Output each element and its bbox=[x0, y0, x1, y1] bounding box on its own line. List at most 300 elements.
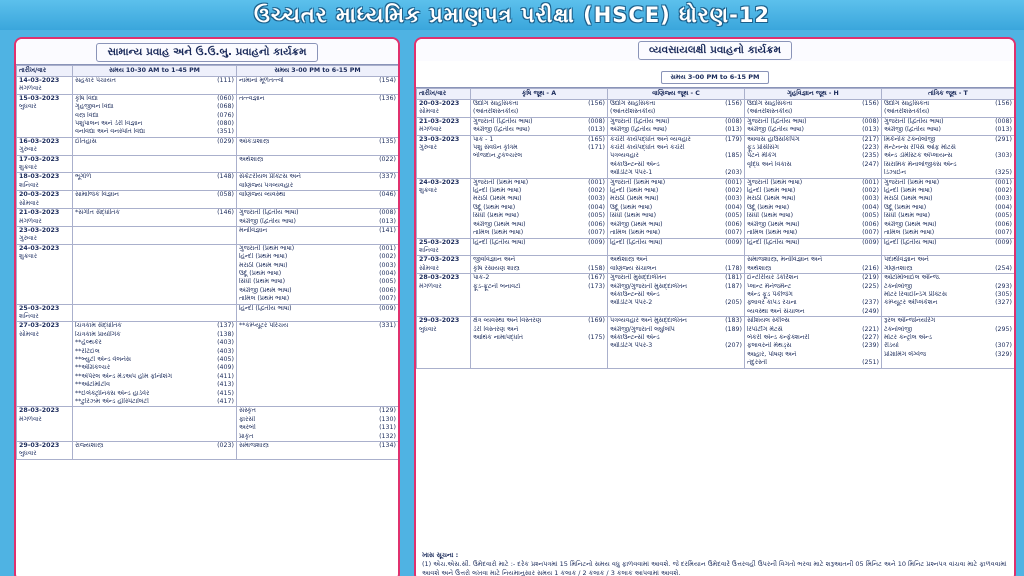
subject-code: (219) bbox=[862, 274, 879, 282]
subject-line bbox=[239, 253, 396, 261]
group-cell bbox=[745, 317, 882, 368]
subject-name: ઉર્દૂ (પ્રથમ ભાષા) bbox=[747, 203, 790, 211]
subject-name: **ટુરિઝમ એન્ડ હોસ્પિટાલિટી bbox=[75, 398, 149, 406]
exam-day: શનિવાર bbox=[419, 246, 439, 254]
subject-line bbox=[473, 256, 605, 264]
subject-code: (239) bbox=[862, 342, 879, 350]
subject-name: ઉદ્યોગ સાહસિકતા bbox=[610, 100, 656, 107]
subject-name: ગુજરાતી (પ્રથમ ભાષા) bbox=[747, 178, 803, 186]
subject-line bbox=[473, 229, 605, 237]
subject-name: સહકાર પંચાયત bbox=[75, 77, 116, 84]
subject-code: (009) bbox=[725, 238, 742, 246]
subject-line bbox=[884, 265, 1012, 273]
subject-code: (329) bbox=[995, 350, 1012, 358]
subject-code: (148) bbox=[217, 173, 234, 181]
subject-name: અંગ્રેજી/ગુજરાતી લઘુલિપિ bbox=[610, 325, 675, 333]
exam-date: 27-03-2023 bbox=[19, 322, 60, 330]
subject-line bbox=[610, 274, 742, 282]
subject-code: (068) bbox=[217, 103, 234, 111]
subject-code: (013) bbox=[588, 126, 605, 134]
table-header-row bbox=[417, 89, 1015, 100]
subject-code: (132) bbox=[379, 432, 396, 440]
exam-date: 14-03-2023 bbox=[19, 77, 60, 84]
table-row bbox=[417, 317, 1015, 368]
subject-code: (405) bbox=[217, 356, 234, 363]
subject-name: ઓડિટિંગ પેપર-2 bbox=[610, 299, 653, 307]
subject-name: ઓડિટિંગ પેપર-1 bbox=[610, 169, 653, 177]
subject-code: (111) bbox=[217, 77, 234, 84]
subject-code bbox=[1010, 161, 1012, 169]
table-row bbox=[417, 100, 1015, 118]
subject-code: (004) bbox=[862, 203, 879, 211]
date-cell bbox=[417, 274, 471, 317]
subject-name: હિન્દી (પ્રથમ ભાષા) bbox=[610, 187, 659, 195]
morning-cell bbox=[73, 173, 237, 191]
subject-line bbox=[610, 229, 742, 237]
subject-name: **ઓટોમોટીવ bbox=[75, 381, 110, 389]
subject-line bbox=[747, 108, 879, 116]
subject-code: (046) bbox=[379, 191, 396, 199]
subject-line bbox=[473, 108, 605, 116]
subject-code: (013) bbox=[725, 126, 742, 134]
exam-day: મંગળવાર bbox=[19, 85, 42, 93]
subject-code: (137) bbox=[217, 322, 234, 330]
subject-name: વૃદ્ધિ અને વિકાસ bbox=[747, 160, 792, 168]
session-time: સમય 3-00 PM to 6-15 PM bbox=[661, 71, 768, 84]
subject-code: (135) bbox=[379, 137, 396, 145]
group-cell bbox=[882, 238, 1015, 256]
subject-line bbox=[473, 152, 605, 160]
subject-line bbox=[75, 77, 234, 85]
subject-line bbox=[75, 398, 234, 406]
subject-code: (003) bbox=[995, 195, 1012, 203]
subject-code: (005) bbox=[725, 212, 742, 220]
date-cell bbox=[17, 137, 73, 155]
subject-name: બીજદાન ટુકલ્ચરલ bbox=[473, 152, 523, 160]
subject-code bbox=[1010, 256, 1012, 264]
subject-name: અંગ્રેજી (પ્રથમ ભાષા) bbox=[239, 286, 292, 294]
subject-name: સામાજિક વિજ્ઞાન bbox=[75, 191, 119, 199]
group-cell bbox=[882, 100, 1015, 118]
date-cell bbox=[17, 173, 73, 191]
date-cell bbox=[417, 117, 471, 135]
subject-code bbox=[603, 108, 605, 116]
subject-line bbox=[747, 308, 879, 316]
subject-line bbox=[884, 351, 1012, 359]
group-cell bbox=[608, 117, 745, 135]
subject-code: (002) bbox=[588, 187, 605, 195]
subject-name: મરાઠી (પ્રથમ ભાષા) bbox=[473, 195, 522, 203]
subject-code: (185) bbox=[725, 152, 742, 160]
morning-cell bbox=[73, 442, 237, 460]
subject-code: (013) bbox=[862, 126, 879, 134]
subject-name: આર્થિક નામાપદ્ધતિ bbox=[473, 333, 523, 341]
subject-code bbox=[877, 291, 879, 299]
morning-cell bbox=[73, 304, 237, 322]
subject-code: (251) bbox=[862, 359, 879, 367]
subject-name: કૃષિ રસાયણ શાસ્ત્ર bbox=[473, 264, 520, 272]
table-row bbox=[417, 274, 1015, 317]
subject-name: ગુજરાતી (દ્વિતીય ભાષા) bbox=[473, 117, 533, 125]
subject-name: સેક્રેટરીયલ પ્રેક્ટિસ અને bbox=[239, 173, 301, 181]
subject-name: પશુપાલન અને ડેરી વિજ્ઞાન bbox=[75, 120, 143, 128]
subject-code: (008) bbox=[379, 209, 396, 217]
subject-name: ક્ષેત્ર વ્યવસ્થા અને વિસ્તરણ bbox=[473, 317, 542, 325]
subject-code: (187) bbox=[725, 282, 742, 290]
subject-line bbox=[473, 179, 605, 187]
subject-line bbox=[747, 229, 879, 237]
exam-date: 20-03-2023 bbox=[419, 100, 460, 107]
subject-name: પાક-2 bbox=[473, 274, 490, 282]
subject-code: (008) bbox=[725, 117, 742, 125]
subject-name: ગુજરાતી (દ્વિતીય ભાષા) bbox=[610, 117, 670, 125]
afternoon-cell bbox=[237, 407, 399, 442]
group-cell bbox=[882, 317, 1015, 368]
subject-code: (003) bbox=[379, 261, 396, 269]
subject-name: ટેક્નોલોજી bbox=[884, 282, 912, 290]
col-header-date: તારીખ/વાર bbox=[17, 66, 73, 77]
subject-code: (175) bbox=[588, 333, 605, 341]
subject-line bbox=[75, 348, 234, 356]
subject-line bbox=[884, 169, 1012, 177]
subject-name: અંગ્રેજી (પ્રથમ ભાષા) bbox=[747, 220, 800, 228]
subject-name: ઉદ્યોગ સાહસિકતા bbox=[473, 100, 519, 107]
subject-code bbox=[603, 326, 605, 334]
exam-day: મંગળવાર bbox=[419, 282, 442, 290]
afternoon-cell bbox=[237, 77, 399, 95]
subject-code: (136) bbox=[379, 94, 396, 102]
subject-code bbox=[603, 256, 605, 264]
subject-name: ઓડિટિંગ પેપર-3 bbox=[610, 342, 653, 350]
subject-code: (006) bbox=[588, 220, 605, 228]
subject-name: ઈતિહાસ bbox=[75, 137, 97, 145]
exam-day: સોમવાર bbox=[19, 199, 39, 207]
subject-name: નામાનાં મૂળતત્ત્વો bbox=[239, 77, 284, 84]
subject-name: હિન્દી (પ્રથમ ભાષા) bbox=[239, 253, 288, 261]
morning-cell bbox=[73, 322, 237, 407]
date-cell bbox=[417, 317, 471, 368]
subject-name: અંગ્રેજી (દ્વિતીય ભાષા) bbox=[610, 126, 667, 134]
subject-line bbox=[75, 103, 234, 111]
subject-code: (227) bbox=[862, 333, 879, 341]
subject-code bbox=[740, 161, 742, 169]
subject-line bbox=[239, 156, 396, 164]
subject-code: (003) bbox=[725, 195, 742, 203]
subject-line bbox=[473, 204, 605, 212]
subject-name: સિંધી (પ્રથમ ભાષા) bbox=[239, 278, 286, 286]
morning-cell bbox=[73, 191, 237, 209]
subject-line bbox=[75, 95, 234, 103]
afternoon-cell bbox=[237, 322, 399, 407]
morning-cell bbox=[73, 244, 237, 304]
subject-code bbox=[1010, 274, 1012, 282]
special-instructions bbox=[416, 549, 1014, 576]
subject-name: વનવિદ્યા અને વનસ્પતિ વિદ્યા bbox=[75, 128, 146, 136]
subject-code: (004) bbox=[588, 203, 605, 211]
subject-name: પદાર્થવિજ્ઞાન અને bbox=[884, 256, 929, 264]
exam-day: ગુરુવાર bbox=[419, 144, 437, 152]
table-row bbox=[17, 407, 399, 442]
subject-code: (002) bbox=[862, 187, 879, 195]
subject-code: (060) bbox=[217, 94, 234, 102]
subject-name: પાક - 1 bbox=[473, 135, 494, 143]
subject-name: ફૂડ પ્રોસેસિંગ bbox=[747, 144, 779, 152]
subject-line bbox=[239, 287, 396, 295]
subject-code: (008) bbox=[862, 117, 879, 125]
subject-line bbox=[239, 305, 396, 313]
exam-date: 29-03-2023 bbox=[419, 317, 460, 325]
subject-line bbox=[747, 152, 879, 160]
date-cell bbox=[17, 442, 73, 460]
subject-code bbox=[740, 334, 742, 342]
subject-code: (351) bbox=[217, 128, 234, 136]
subject-line bbox=[473, 187, 605, 195]
subject-line bbox=[239, 433, 396, 441]
subject-line bbox=[747, 161, 879, 169]
subject-code: (154) bbox=[379, 77, 396, 84]
subject-code: (013) bbox=[995, 126, 1012, 134]
subject-line bbox=[747, 359, 879, 367]
subject-line bbox=[473, 274, 605, 282]
subject-code: (006) bbox=[862, 220, 879, 228]
subject-name: અંગ્રેજી (દ્વિતીય ભાષા) bbox=[239, 217, 296, 225]
subject-code: (221) bbox=[862, 325, 879, 333]
subject-name: તામિલ (પ્રથમ ભાષા) bbox=[747, 229, 798, 237]
morning-cell bbox=[73, 155, 237, 173]
group-cell bbox=[745, 100, 882, 118]
subject-line bbox=[884, 334, 1012, 342]
subject-line bbox=[747, 283, 879, 291]
session-bar bbox=[416, 61, 1014, 88]
subject-code: (006) bbox=[725, 220, 742, 228]
page-banner bbox=[0, 0, 1024, 30]
table-row bbox=[417, 178, 1015, 238]
subject-line bbox=[747, 144, 879, 152]
subject-code: (167) bbox=[588, 274, 605, 282]
subject-name: **એગ્રિકલ્ચર bbox=[75, 364, 110, 372]
subject-name: ગુજરાતી (પ્રથમ ભાષા) bbox=[884, 178, 940, 186]
exam-date: 15-03-2023 bbox=[19, 94, 60, 102]
subject-line bbox=[239, 95, 396, 103]
subject-name: એન્ડ ડોમેસ્ટિક એપ્લાયન્સ bbox=[884, 152, 953, 160]
exam-day: શુક્રવાર bbox=[19, 253, 38, 261]
subject-code: (337) bbox=[379, 173, 396, 181]
exam-date: 25-03-2023 bbox=[19, 304, 60, 312]
exam-day: સોમવાર bbox=[419, 108, 439, 116]
subject-code: (002) bbox=[995, 187, 1012, 195]
subject-code: (013) bbox=[379, 217, 396, 225]
subject-line bbox=[610, 118, 742, 126]
exam-day: ગુરુવાર bbox=[19, 146, 37, 154]
subject-line bbox=[473, 212, 605, 220]
subject-name: અંગ્રેજી (દ્વિતીય ભાષા) bbox=[473, 126, 530, 134]
subject-name: *સંગીત સૈદ્ધાંતિક bbox=[75, 209, 120, 217]
subject-line bbox=[473, 126, 605, 134]
date-cell bbox=[417, 100, 471, 118]
subject-name: કૃષિ વિદ્યા bbox=[75, 94, 98, 102]
subject-code: (146) bbox=[217, 209, 234, 217]
subject-line bbox=[610, 221, 742, 229]
subject-name: પ્રાકૃત bbox=[239, 432, 254, 440]
date-cell bbox=[17, 407, 73, 442]
table-row bbox=[417, 238, 1015, 256]
subject-name: સિંધી (પ્રથમ ભાષા) bbox=[473, 212, 520, 220]
subject-name: તામિલ (પ્રથમ ભાષા) bbox=[884, 229, 935, 237]
group-cell bbox=[745, 274, 882, 317]
subject-code: (249) bbox=[862, 307, 879, 315]
subject-line bbox=[610, 212, 742, 220]
subject-name: (આંતરશિસ્તકીય) bbox=[473, 108, 519, 116]
subject-line bbox=[473, 265, 605, 273]
exam-day: બુધવાર bbox=[19, 103, 37, 111]
group-cell bbox=[471, 256, 608, 274]
subject-name: ફ્લાવર કાપડ રચના bbox=[747, 299, 797, 307]
morning-cell bbox=[73, 226, 237, 244]
subject-name: **રીટેઈલ bbox=[75, 347, 100, 355]
subject-line bbox=[884, 108, 1012, 116]
table-row bbox=[17, 137, 399, 155]
exam-date: 27-03-2023 bbox=[419, 256, 460, 264]
subject-name: હિન્દી (દ્વિતીય ભાષા) bbox=[610, 238, 663, 246]
subject-name: સોશિયલ સ્કીલ્સ bbox=[747, 317, 790, 325]
subject-name: રેડિયો bbox=[884, 342, 899, 350]
subject-name: હિન્દી (દ્વિતીય ભાષા) bbox=[239, 304, 292, 312]
subject-name: **ઈલેક્ટ્રોનિક્સ એન્ડ હાર્ડવેર bbox=[75, 389, 150, 397]
subject-name: ગુજરાતી (દ્વિતીય ભાષા) bbox=[884, 117, 944, 125]
exam-date: 20-03-2023 bbox=[19, 191, 60, 199]
subject-name: સિંધી (પ્રથમ ભાષા) bbox=[747, 212, 794, 220]
col-header-date: તારીખ/વાર bbox=[417, 89, 471, 100]
subject-line bbox=[884, 204, 1012, 212]
subject-line bbox=[239, 182, 396, 190]
subject-line bbox=[473, 239, 605, 247]
subject-code: (009) bbox=[379, 304, 396, 312]
subject-line bbox=[884, 229, 1012, 237]
subject-line bbox=[473, 326, 605, 334]
subject-code: (005) bbox=[379, 278, 396, 286]
afternoon-cell bbox=[237, 94, 399, 137]
subject-code: (131) bbox=[379, 424, 396, 432]
exam-day: શુક્રવાર bbox=[19, 164, 38, 172]
subject-name: મોટર કન્ટ્રોલ એન્ડ bbox=[884, 333, 932, 341]
subject-line bbox=[747, 221, 879, 229]
subject-line bbox=[747, 204, 879, 212]
subject-name: તત્ત્વજ્ઞાન bbox=[239, 94, 265, 102]
date-cell bbox=[417, 238, 471, 256]
exam-date: 18-03-2023 bbox=[19, 173, 60, 181]
subject-line bbox=[747, 299, 879, 307]
subject-code: (002) bbox=[725, 187, 742, 195]
morning-cell bbox=[73, 407, 237, 442]
table-row bbox=[17, 191, 399, 209]
subject-code: (003) bbox=[588, 195, 605, 203]
morning-cell bbox=[73, 77, 237, 95]
subject-line bbox=[610, 239, 742, 247]
subject-code: (001) bbox=[862, 178, 879, 186]
date-cell bbox=[17, 191, 73, 209]
subject-code: (254) bbox=[995, 264, 1012, 272]
subject-code: (058) bbox=[217, 191, 234, 199]
subject-code: (415) bbox=[217, 389, 234, 397]
subject-code: (129) bbox=[379, 407, 396, 415]
date-cell bbox=[17, 226, 73, 244]
subject-name: ઉર્દૂ (પ્રથમ ભાષા) bbox=[610, 203, 653, 211]
exam-date: 21-03-2023 bbox=[19, 209, 60, 217]
group-cell bbox=[882, 135, 1015, 178]
subject-line bbox=[610, 152, 742, 160]
subject-name: બેકરી એન્ડ કન્ફેક્શનરી bbox=[747, 333, 810, 341]
group-cell bbox=[608, 238, 745, 256]
subject-line bbox=[610, 187, 742, 195]
subject-line bbox=[610, 265, 742, 273]
morning-cell bbox=[73, 137, 237, 155]
subject-name: અંગ્રેજી (પ્રથમ ભાષા) bbox=[610, 220, 663, 228]
subject-code: (417) bbox=[217, 398, 234, 406]
subject-name: હિન્દી (દ્વિતીય ભાષા) bbox=[473, 238, 526, 246]
subject-line bbox=[473, 221, 605, 229]
subject-name: વાણિજ્ય પત્રવ્યવહાર bbox=[239, 181, 293, 189]
afternoon-cell bbox=[237, 137, 399, 155]
subject-code: (141) bbox=[379, 226, 396, 234]
notes-text: (1) એચ.એસ.સી. ઉમેદવારો માટે :- દરેક પ્રશ્નપત્રમાં 15 મિનિટનો સમય વધુ ફાળવવામાં આવશે. જે દરમિયાન ઉમેદવારે ઉત્તરવહી ઉપરની વિગતો ભરવા માટે શરૂઆતની 05 મિનિટ અને 10 મિનિટ પ્રશ્નપત્ર વાંચવા માટે ફાળવવામાં આવશે અને ઉત્તરો લખવા માટે નિયમાનુસાર સમય 1 કલાક / 2 કલાક / 3 કલાક આપવામાં આવશે. bbox=[422, 560, 1007, 576]
exam-day: મંગળવાર bbox=[419, 126, 442, 134]
group-cell bbox=[471, 135, 608, 178]
subject-line bbox=[610, 204, 742, 212]
group-cell bbox=[471, 238, 608, 256]
subject-code: (156) bbox=[588, 100, 605, 107]
table-row bbox=[17, 209, 399, 227]
group-cell bbox=[471, 117, 608, 135]
subject-name: જીવવિજ્ઞાન અને bbox=[473, 256, 516, 264]
exam-date: 24-03-2023 bbox=[419, 178, 460, 186]
subject-name: ફલાવરની મેથડ્સ bbox=[747, 342, 792, 350]
col-header-morning: સમય 10-30 AM to 1-45 PM bbox=[73, 66, 237, 77]
table-row bbox=[417, 135, 1015, 178]
subject-code bbox=[740, 256, 742, 264]
subject-line bbox=[75, 390, 234, 398]
exam-date: 21-03-2023 bbox=[419, 117, 460, 125]
subject-line bbox=[884, 100, 1012, 108]
subject-line bbox=[884, 299, 1012, 307]
subject-code: (001) bbox=[995, 178, 1012, 186]
subject-line bbox=[239, 209, 396, 217]
subject-code: (004) bbox=[379, 269, 396, 277]
subject-name: હિન્દી (દ્વિતીય ભાષા) bbox=[884, 238, 937, 246]
subject-code: (156) bbox=[995, 100, 1012, 107]
subject-code: (007) bbox=[725, 229, 742, 237]
table-row bbox=[17, 244, 399, 304]
subject-line bbox=[884, 195, 1012, 203]
subject-name: સમાજશાસ્ત્ર, મનોવિજ્ઞાન અને bbox=[747, 256, 823, 264]
subject-code: (223) bbox=[862, 144, 879, 152]
table-row bbox=[17, 304, 399, 322]
subject-name: ફૂડ-ફ્રૂટની બનાવટો bbox=[473, 282, 521, 290]
group-cell bbox=[745, 256, 882, 274]
subject-code: (179) bbox=[725, 135, 742, 143]
subject-line bbox=[884, 317, 1012, 325]
subject-line bbox=[610, 283, 742, 291]
subject-line bbox=[747, 118, 879, 126]
subject-code: (004) bbox=[995, 203, 1012, 211]
subject-code: (247) bbox=[862, 160, 879, 168]
subject-code: (022) bbox=[379, 155, 396, 163]
subject-name: મરાઠી (પ્રથમ ભાષા) bbox=[747, 195, 796, 203]
subject-name: ડેરી વિસ્તરણ અને bbox=[473, 325, 519, 333]
subject-line bbox=[747, 179, 879, 187]
subject-name: કચેરી કાર્યપદ્ધતિ અને કચેરી bbox=[610, 144, 685, 152]
subject-name: ગુજરાતી (દ્વિતીય ભાષા) bbox=[747, 117, 807, 125]
subject-name: ઉર્દૂ (પ્રથમ ભાષા) bbox=[473, 203, 516, 211]
